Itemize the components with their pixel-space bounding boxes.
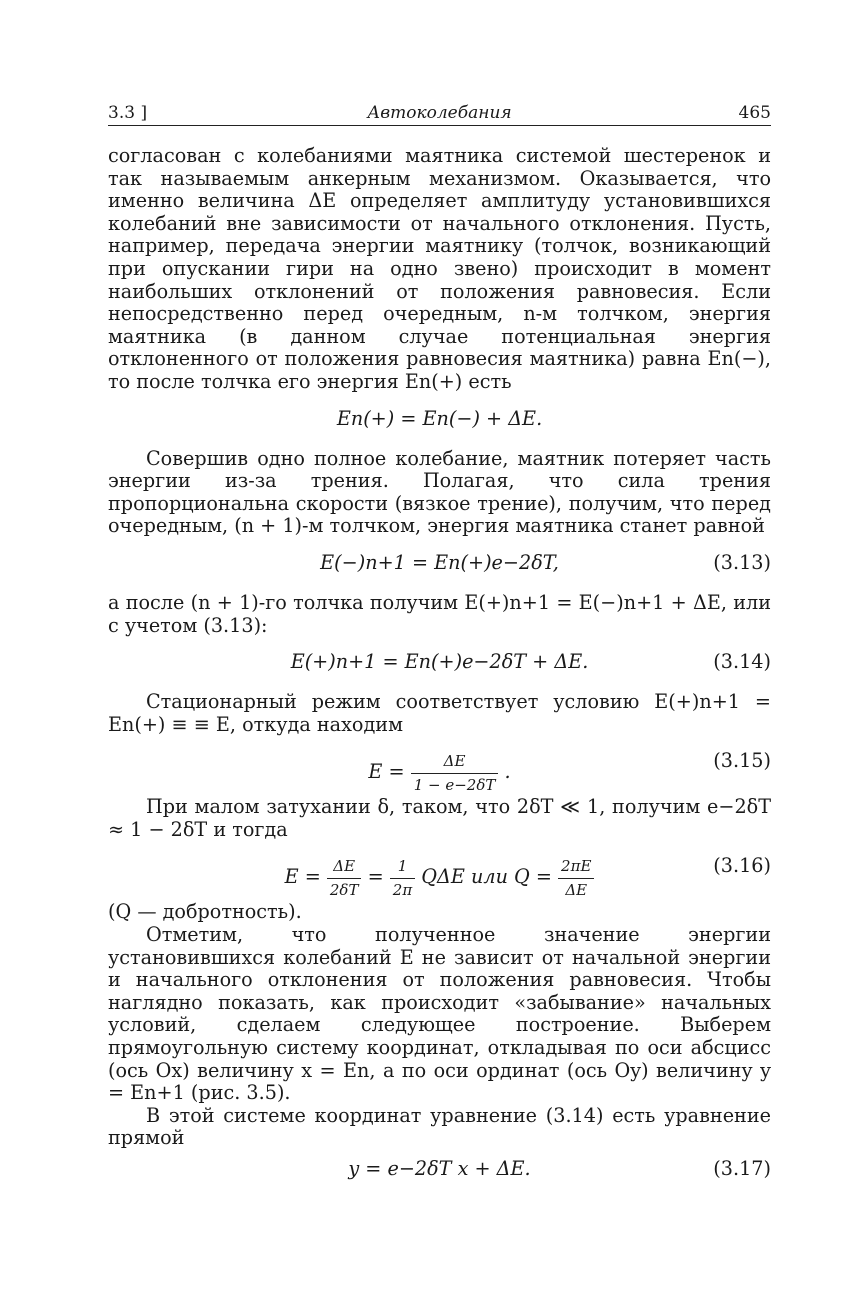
equation-formula [108,855,771,901]
equation-number: (3.15) [713,749,771,773]
page-body [108,145,771,1198]
equation-formula: y = e−2δT x + ΔE. [348,1157,531,1180]
equation-3-14 [108,643,771,683]
equation-formula: E(−)n+1 = En(+)e−2δT, [320,550,559,574]
paragraph-2: Совершив одно полное колебание, маятник потеряет часть энергии из-за трения. Полагая, что сила трения пропорциональна скорости (вязкое трение), получим, что перед очередным, (n + 1)-м толчком, энергия маятника станет равной [108,446,771,538]
paragraph-6: (Q — добротность). [108,900,302,924]
fraction-numerator: 2πE [558,855,594,879]
paragraph-5: При малом затухании δ, таком, что 2δT ≪ 1, получим e−2δT ≈ 1 − 2δT и тогда [108,795,771,841]
equation-energy-after-push [108,400,771,440]
fraction-numerator: 1 [390,855,415,879]
fraction-denominator: ΔE [565,881,588,900]
fraction-numerator: ΔE [327,855,362,879]
paragraph-3: а после (n + 1)-го толчка получим E(+)n+1 = E(−)n+1 + ΔE, или с учетом (3.13): [108,590,771,637]
eq-part-a: E = [284,865,321,889]
fraction-denominator: 2π [392,881,413,900]
fraction-1 [327,855,362,901]
paragraph-8: В этой системе координат уравнение (3.14) есть уравнение прямой [108,1103,771,1150]
fraction [411,750,499,796]
equation-3-16 [108,847,771,900]
running-header [108,101,771,126]
equation-number: (3.17) [713,1157,771,1180]
fraction-denominator: 2δT [329,881,359,900]
fraction-numerator: ΔE [411,750,499,774]
eq-lhs: E = [368,760,405,784]
paragraph-1: согласован с колебаниями маятника системой шестеренок и так называемым анкерным механизмом. Оказывается, что именно величина ΔE определяет амплитуду установившихся колебаний вне зависимости от начального отклонения. Пусть, например, передача энергии маятнику (толчок, возникающий при опускании гири на одно звено) происходит в момент наибольших отклонений от положения равновесия. Если непосредственно перед очередным, n-м толчком, энергия маятника (в данном случае потенциальная энергия отклоненного от положения равновесия маятника) равна En(−), то после толчка его энергия En(+) есть [108,144,771,393]
equation-number: (3.13) [713,550,771,574]
fraction-denominator: 1 − e−2δT [413,775,496,794]
equation-number: (3.14) [713,650,771,674]
paragraph-7: Отметим, что полученное значение энергии установившихся колебаний E не зависит от начальной энергии и начального отклонения от положения равновесия. Чтобы наглядно показать, как происходит «забывание» начальных условий, сделаем следующее построение. Выберем прямоугольную систему координат, откладывая по оси абсцисс (ось Ox) величину x = En, а по оси ординат (ось Oy) величину y = En+1 (рис. 3.5). [108,923,771,1105]
page-number: 465 [738,103,771,123]
equation-formula [108,750,771,796]
equation-number: (3.16) [713,854,771,878]
paragraph-4: Стационарный режим соответствует условию E(+)n+1 = En(+) ≡ ≡ E, откуда находим [108,690,771,736]
eq-part-c: QΔE или Q = [421,865,552,889]
fraction-2 [390,855,415,901]
equation-formula: E(+)n+1 = En(+)e−2δT + ΔE. [290,650,589,674]
chapter-title: Автоколебания [367,103,512,123]
section-number: 3.3 ] [108,103,148,123]
equation-3-17 [108,1150,771,1190]
equation-formula: En(+) = En(−) + ΔE. [336,406,543,430]
eq-tail: . [504,760,511,784]
equation-3-13 [108,544,771,584]
fraction-3 [558,855,594,901]
eq-part-b: = [367,865,384,889]
equation-3-15 [108,742,771,794]
